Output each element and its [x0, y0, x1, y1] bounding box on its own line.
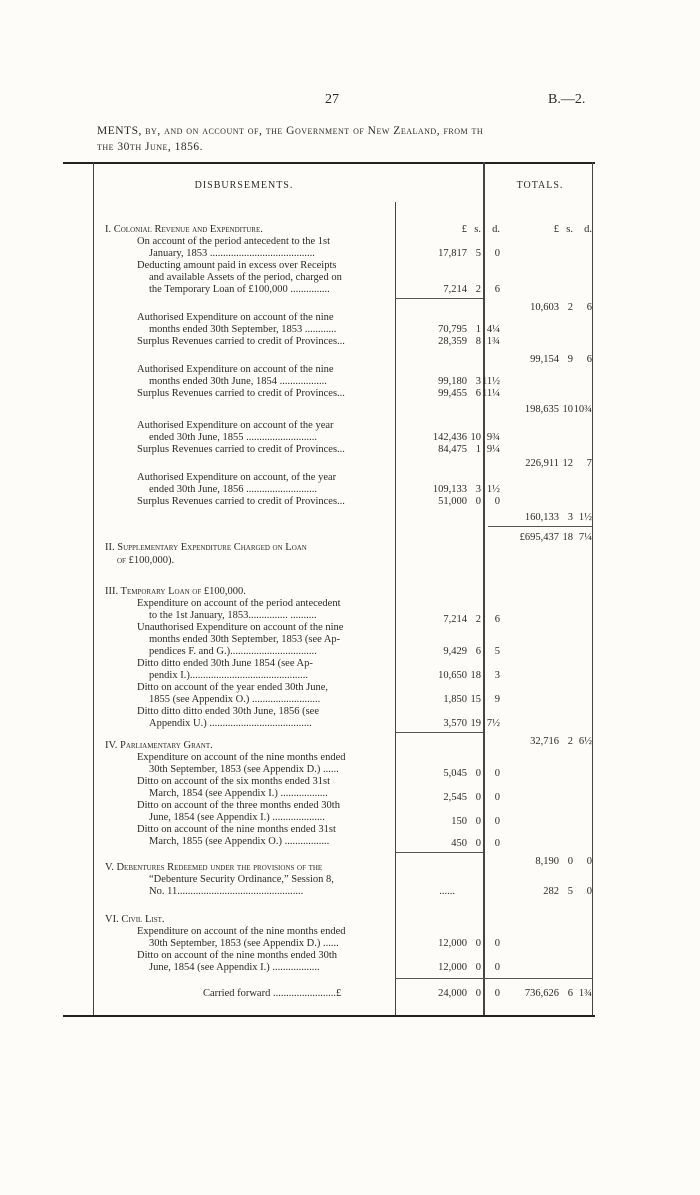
cur-pound-totals: £	[553, 224, 559, 235]
cur-d-col1: d.	[492, 224, 500, 235]
s1-t4-d: 7	[586, 458, 592, 469]
s3-line: Ditto on account of the year ended 30th June,	[137, 682, 328, 693]
s1-t5-pounds: 160,133	[524, 512, 559, 523]
s1-a9-pounds: 109,133	[432, 484, 467, 495]
s4-line: Ditto on account of the three months ended 30th	[137, 800, 340, 811]
s1-t3-d: 10¾	[573, 404, 592, 415]
s1-t1-pounds: 10,603	[530, 302, 559, 313]
s3-t1-d: 6½	[578, 736, 592, 747]
s6-a2-pounds: 12,000	[438, 962, 467, 973]
section-5-title: V. Debentures Redeemed under the provisions of the	[105, 862, 323, 873]
subtotal-rule	[395, 298, 483, 299]
s1-a6-d: 11¼	[482, 388, 500, 399]
cur-pound-col1: £	[461, 224, 467, 235]
s4-a4-pounds: 450	[451, 838, 467, 849]
s1-line: Surplus Revenues carried to credit of Provinces...	[137, 336, 345, 347]
s3-a2-s: 6	[475, 646, 481, 657]
s5-t1-d: 0	[586, 886, 592, 897]
header-disbursements: DISBURSEMENTS.	[194, 180, 294, 191]
left-border	[93, 162, 94, 1015]
section-3-title: III. Temporary Loan of £100,000.	[105, 586, 246, 597]
s3-line: months ended 30th September, 1853 (see Ap-	[149, 634, 341, 645]
s1-a5-d: 11½	[482, 376, 500, 387]
s1-a10-s: 0	[475, 496, 481, 507]
s3-line: 1855 (see Appendix O.) ..........................	[149, 694, 321, 705]
s1-a10-d: 0	[494, 496, 500, 507]
s1-a3-pounds: 70,795	[438, 324, 467, 335]
page-number: 27	[325, 92, 339, 107]
s4-a4-d: 0	[494, 838, 500, 849]
s6-line: Expenditure on account of the nine months ended	[137, 926, 346, 937]
s1-t1-s: 2	[567, 302, 573, 313]
cur-s-totals: s.	[566, 224, 573, 235]
carried-total-d: 1¾	[578, 988, 592, 999]
s6-line: June, 1854 (see Appendix I.) ..................	[149, 962, 320, 973]
s1-a2-d: 6	[494, 284, 500, 295]
page-heading-line-1: MENTS, by, and on account of, the Government of New Zealand, from th	[97, 125, 484, 137]
s1-a5-pounds: 99,180	[438, 376, 467, 387]
s1-a7-pounds: 142,436	[432, 432, 467, 443]
carried-col-s: 0	[475, 988, 481, 999]
s1-line: Authorised Expenditure on account, of the year	[137, 472, 337, 483]
s4-a2-s: 0	[475, 792, 481, 803]
s6-a2-d: 0	[494, 962, 500, 973]
s1-t4-s: 12	[562, 458, 573, 469]
document-code: B.—2.	[548, 92, 586, 107]
s1-t2-pounds: 99,154	[530, 354, 559, 365]
s1-a2-s: 2	[475, 284, 481, 295]
s1-a9-d: 1½	[486, 484, 500, 495]
s4-a4-s: 0	[475, 838, 481, 849]
s1-a8-pounds: 84,475	[438, 444, 467, 455]
s3-a5-s: 19	[470, 718, 481, 729]
s1-line: ended 30th June, 1855 ...........................	[149, 432, 317, 443]
s3-a4-s: 15	[470, 694, 481, 705]
grand-total-s: 18	[562, 532, 573, 543]
s4-line: 30th September, 1853 (see Appendix D.) ......	[149, 764, 339, 775]
s1-a7-s: 10	[470, 432, 481, 443]
s6-line: Ditto on account of the nine months ended 30th	[137, 950, 338, 961]
s5-a1-blank: ......	[439, 886, 455, 897]
s1-line: Authorised Expenditure on account of the year	[137, 420, 334, 431]
s1-line: and available Assets of the period, charged on	[149, 272, 342, 283]
cur-d-totals: d.	[584, 224, 592, 235]
section-6-title: VI. Civil List.	[105, 914, 165, 925]
s1-a6-pounds: 99,455	[438, 388, 467, 399]
s6-a1-d: 0	[494, 938, 500, 949]
s4-a2-d: 0	[494, 792, 500, 803]
disbursements-table	[93, 162, 593, 1020]
s3-a3-s: 18	[470, 670, 481, 681]
page-heading-line-2: the 30th June, 1856.	[97, 141, 204, 153]
s6-line: 30th September, 1853 (see Appendix D.) ......	[149, 938, 339, 949]
s1-line: ended 30th June, 1856 ...........................	[149, 484, 317, 495]
s1-t5-s: 3	[567, 512, 573, 523]
s6-a2-s: 0	[475, 962, 481, 973]
s3-line: pendix I.).............................................	[149, 670, 308, 681]
section-1-title: I. Colonial Revenue and Expenditure.	[105, 224, 263, 235]
s4-t1-s: 0	[567, 856, 573, 867]
s3-t1-s: 2	[567, 736, 573, 747]
table-top-rule	[63, 162, 595, 164]
s4-a1-s: 0	[475, 768, 481, 779]
section-2-title: II. Supplementary Expenditure Charged on Loan	[105, 542, 307, 553]
s1-t2-d: 6	[586, 354, 592, 365]
s1-a3-s: 1	[475, 324, 481, 335]
s1-a7-d: 9¾	[486, 432, 500, 443]
s4-a1-pounds: 5,045	[443, 768, 467, 779]
s3-a3-pounds: 10,650	[438, 670, 467, 681]
s1-a8-d: 9¼	[486, 444, 500, 455]
s1-line: months ended 30th September, 1853 ............	[149, 324, 337, 335]
carried-forward-label: Carried forward ........................£	[203, 988, 342, 999]
s3-a1-d: 6	[494, 614, 500, 625]
s1-a1-s: 5	[475, 248, 481, 259]
s1-line: Surplus Revenues carried to credit of Provinces...	[137, 444, 345, 455]
s4-a1-d: 0	[494, 768, 500, 779]
carried-rule	[395, 978, 592, 979]
carried-total-pounds: 736,626	[524, 988, 559, 999]
s1-t5-d: 1½	[578, 512, 592, 523]
s3-a3-d: 3	[494, 670, 500, 681]
s1-a10-pounds: 51,000	[438, 496, 467, 507]
s6-a1-s: 0	[475, 938, 481, 949]
s4-line: March, 1854 (see Appendix I.) ..................	[149, 788, 328, 799]
s4-line: Expenditure on account of the nine months ended	[137, 752, 346, 763]
header-totals: TOTALS.	[516, 180, 564, 191]
s4-a3-pounds: 150	[451, 816, 467, 827]
s3-line: pendices F. and G.).................................	[149, 646, 317, 657]
grand-total-pounds: £695,437	[519, 532, 559, 543]
s1-t1-d: 6	[586, 302, 592, 313]
s1-line: January, 1853 ........................................	[149, 248, 315, 259]
s5-line: “Debenture Security Ordinance,” Session 8,	[149, 874, 334, 885]
s3-line: Expenditure on account of the period antecedent	[137, 598, 341, 609]
s1-a4-d: 1¾	[486, 336, 500, 347]
s3-line: Appendix U.) .......................................	[149, 718, 312, 729]
s3-line: to the 1st January, 1853............... ..........	[149, 610, 317, 621]
section-2-title-cont: of £100,000).	[117, 555, 175, 566]
s1-a2-pounds: 7,214	[443, 284, 467, 295]
s1-a1-pounds: 17,817	[438, 248, 467, 259]
s1-line: Deducting amount paid in excess over Receipts	[137, 260, 337, 271]
s4-a3-s: 0	[475, 816, 481, 827]
s3-a1-pounds: 7,214	[443, 614, 467, 625]
s4-a2-pounds: 2,545	[443, 792, 467, 803]
right-border	[592, 162, 593, 1015]
s1-a4-pounds: 28,359	[438, 336, 467, 347]
s1-t2-s: 9	[567, 354, 573, 365]
subtotal-rule	[395, 732, 483, 733]
s1-line: Surplus Revenues carried to credit of Provinces...	[137, 496, 345, 507]
section-4-title: IV. Parliamentary Grant.	[105, 740, 213, 751]
s1-line: the Temporary Loan of £100,000 ...............	[149, 284, 330, 295]
s4-line: March, 1855 (see Appendix O.) .................	[149, 836, 330, 847]
grand-total-rule	[488, 526, 592, 527]
grand-total-d: 7¼	[578, 532, 592, 543]
s3-a2-pounds: 9,429	[443, 646, 467, 657]
carried-col-d: 0	[494, 988, 500, 999]
s1-line: On account of the period antecedent to the 1st	[137, 236, 331, 247]
s3-line: Ditto ditto ended 30th June 1854 (see Ap-	[137, 658, 313, 669]
s1-t3-s: 10	[562, 404, 573, 415]
s1-t3-pounds: 198,635	[524, 404, 559, 415]
s1-a9-s: 3	[475, 484, 481, 495]
s3-a1-s: 2	[475, 614, 481, 625]
s3-a5-pounds: 3,570	[443, 718, 467, 729]
s3-a4-d: 9	[494, 694, 500, 705]
subtotal-rule	[395, 852, 483, 853]
s3-a4-pounds: 1,850	[443, 694, 467, 705]
s5-line: No. 11................................................	[149, 886, 304, 897]
carried-col-pounds: 24,000	[438, 988, 467, 999]
s4-t1-d: 0	[586, 856, 592, 867]
s1-line: Authorised Expenditure on account of the nine	[137, 364, 334, 375]
s5-t1-pounds: 282	[543, 886, 559, 897]
s1-a8-s: 1	[475, 444, 481, 455]
s1-line: Surplus Revenues carried to credit of Provinces...	[137, 388, 345, 399]
s4-line: June, 1854 (see Appendix I.) ....................	[149, 812, 325, 823]
s4-t1-pounds: 8,190	[535, 856, 559, 867]
s3-t1-pounds: 32,716	[530, 736, 559, 747]
s1-line: months ended 30th June, 1854 ..................	[149, 376, 327, 387]
s3-a2-d: 5	[494, 646, 500, 657]
s6-a1-pounds: 12,000	[438, 938, 467, 949]
s1-line: Authorised Expenditure on account of the nine	[137, 312, 334, 323]
s1-a5-s: 3	[475, 376, 481, 387]
s3-line: Unauthorised Expenditure on account of the nine	[137, 622, 344, 633]
carried-total-s: 6	[567, 988, 573, 999]
s1-a3-d: 4¼	[486, 324, 500, 335]
s3-a5-d: 7½	[486, 718, 500, 729]
s1-a4-s: 8	[475, 336, 481, 347]
s1-t4-pounds: 226,911	[525, 458, 559, 469]
s3-line: Ditto ditto ditto ended 30th June, 1856 (see	[137, 706, 319, 717]
table-bottom-rule	[63, 1015, 595, 1017]
s1-a6-s: 6	[475, 388, 481, 399]
cur-s-col1: s.	[474, 224, 481, 235]
s1-a1-d: 0	[494, 248, 500, 259]
s4-line: Ditto on account of the six months ended 31st	[137, 776, 331, 787]
s4-line: Ditto on account of the nine months ended 31st	[137, 824, 336, 835]
s5-t1-s: 5	[567, 886, 573, 897]
s4-a3-d: 0	[494, 816, 500, 827]
